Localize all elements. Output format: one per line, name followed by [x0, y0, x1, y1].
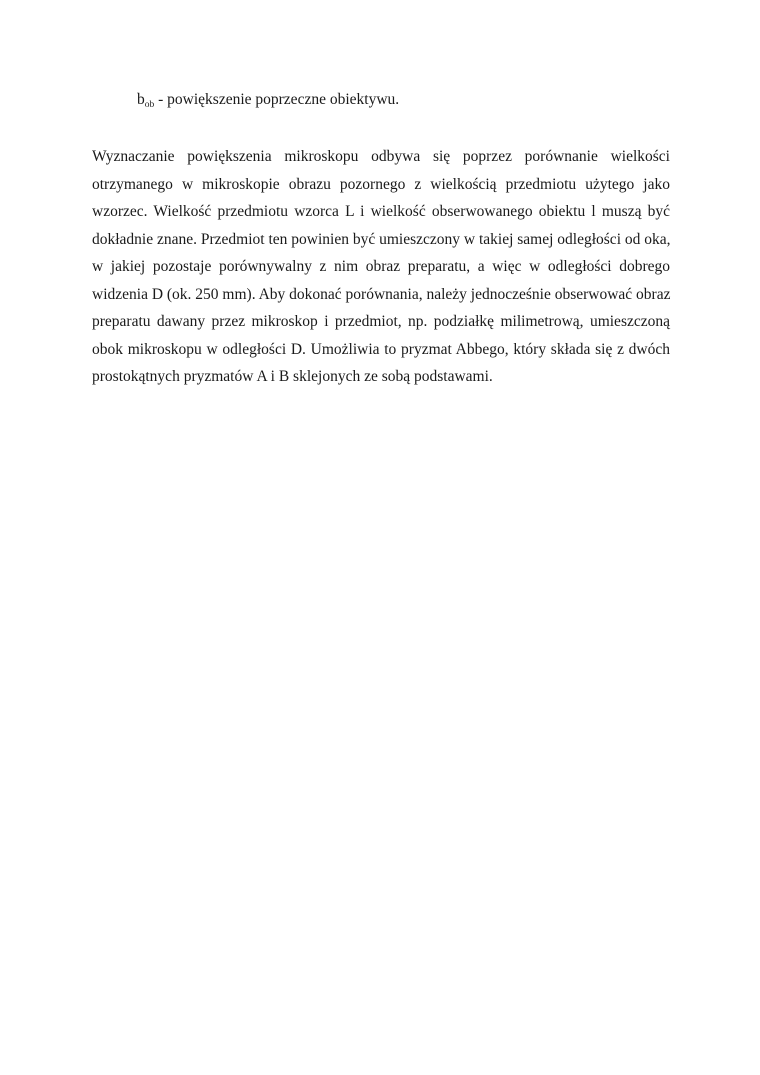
- symbol-subscript: ob: [144, 100, 155, 110]
- paragraph-line: Wyznaczanie powiększenia mikroskopu odbywa się poprzez porównanie wielkości: [92, 148, 670, 165]
- paragraph-line: wzorzec. Wielkość przedmiotu wzorca L i wielkość obserwowanego obiektu l muszą być: [92, 203, 670, 220]
- paragraph-line: prostokątnych pryzmatów A i B sklejonych ze sobą podstawami.: [92, 368, 493, 385]
- definition-text: - powiększenie poprzeczne obiektywu.: [154, 91, 400, 108]
- body-paragraph: [92, 143, 670, 391]
- symbol-definition: [137, 90, 399, 110]
- paragraph-line: w jakiej pozostaje porównywalny z nim obraz preparatu, a więc w odległości dobrego: [92, 258, 670, 275]
- paragraph-line: widzenia D (ok. 250 mm). Aby dokonać porównania, należy jednocześnie obserwować obraz: [92, 285, 671, 303]
- paragraph-line: dokładnie znane. Przedmiot ten powinien być umieszczony w takiej samej odległości od oka,: [92, 230, 671, 248]
- paragraph-line: preparatu dawany przez mikroskop i przedmiot, np. podziałkę milimetrową, umieszczoną: [92, 313, 670, 330]
- paragraph-line: otrzymanego w mikroskopie obrazu pozornego z wielkością przedmiotu użytego jako: [92, 175, 670, 193]
- symbol-base: b: [137, 91, 145, 108]
- paragraph-line: obok mikroskopu w odległości D. Umożliwia to pryzmat Abbego, który składa się z dwóch: [92, 340, 670, 358]
